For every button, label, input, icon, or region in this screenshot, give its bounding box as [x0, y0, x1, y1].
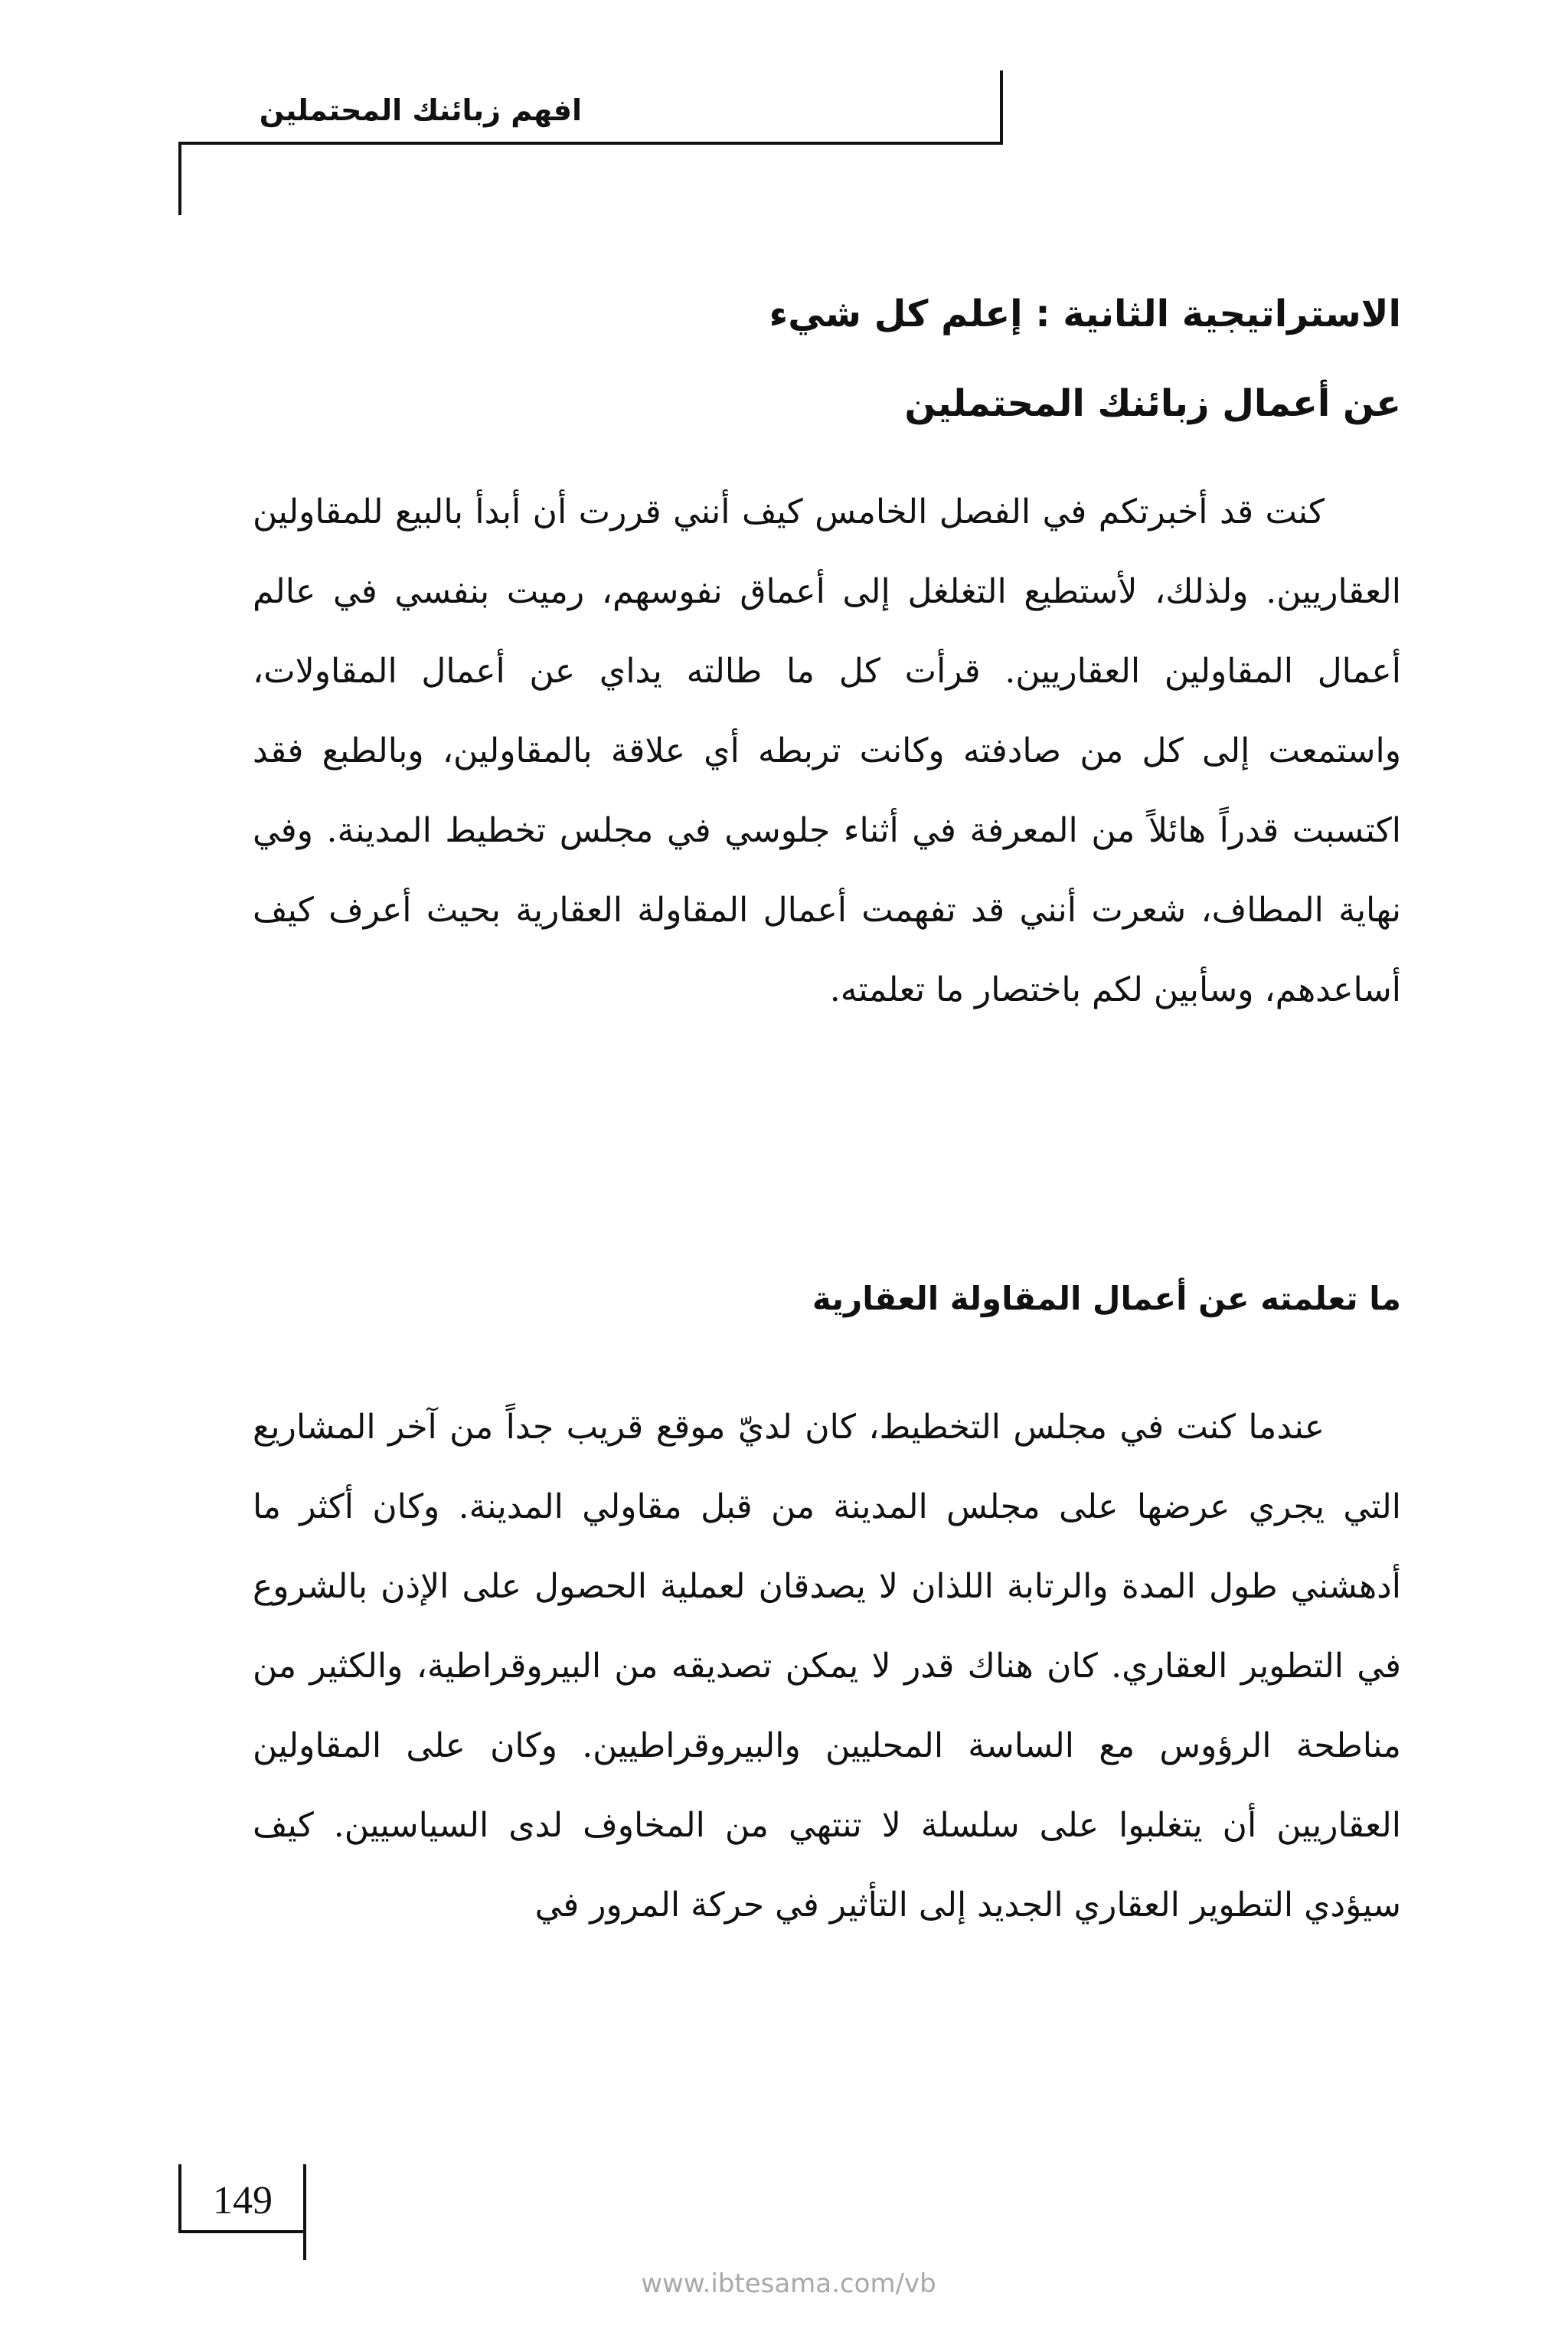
strategy-heading [766, 270, 1401, 449]
page-number: 149 [213, 2179, 273, 2222]
strategy-heading-line1: الاستراتيجية الثانية : إعلم كل شيء [769, 293, 1401, 335]
folio-rule-bottom [178, 2230, 305, 2233]
watermark-url: www.ibtesama.com/vb [641, 2268, 936, 2299]
header-rule [178, 142, 1002, 145]
header-rule-left-tick [178, 142, 181, 215]
paragraph-text: عندما كنت في مجلس التخطيط، كان لديّ موقع قريب جداً من آخر المشاريع التي يجري عرضها على مجلس المدينة من قبل مقاولي المدينة. وكان أكثر ما أدهشني طول المدة والرتابة اللذان لا يصدقان لعملية الحصول على الإذن بالشروع في التطوير العقاري. كان هناك قدر لا يمكن تصديقه من البيروقراطية، والكثير من مناطحة الرؤوس مع الساسة المحليين والبيروقراطيين. وكان على المقاولين العقاريين أن يتغلبوا على سلسلة لا تنتهي من المخاوف لدى السياسيين. كيف سيؤدي التطوير العقاري الجديد إلى التأثير في حركة المرور في [253, 1408, 1401, 1925]
paragraph-text: كنت قد أخبرتكم في الفصل الخامس كيف أنني قررت أن أبدأ بالبيع للمقاولين العقاريين. ولذلك، لأستطيع التغلغل إلى أعماق نفوسهم، رميت بنفسي في عالم أعمال المقاولين العقاريين. قرأت كل ما طالته يداي عن أعمال المقاولات، واستمعت إلى كل من صادفته وكانت تربطه أي علاقة بالمقاولين، وبالطبع فقد اكتسبت قدراً هائلاً من المعرفة في أثناء جلوسي في مجلس تخطيط المدينة. وفي نهاية المطاف، شعرت أنني قد تفهمت أعمال المقاولة العقارية بحيث أعرف كيف أساعدهم، وسأبين لكم باختصار ما تعلمته. [253, 492, 1401, 1009]
strategy-heading-line2: عن أعمال زبائنك المحتملين [904, 382, 1401, 425]
running-header-title: افهم زبائنك المحتملين [259, 93, 582, 127]
folio-rule-right [303, 2164, 306, 2260]
header-rule-right-tick [1000, 70, 1003, 145]
body-paragraph-2 [253, 1388, 1401, 1945]
folio-rule-left [178, 2164, 181, 2232]
body-paragraph-1 [253, 473, 1401, 1030]
section-heading: ما تعلمته عن أعمال المقاولة العقارية [812, 1280, 1401, 1317]
